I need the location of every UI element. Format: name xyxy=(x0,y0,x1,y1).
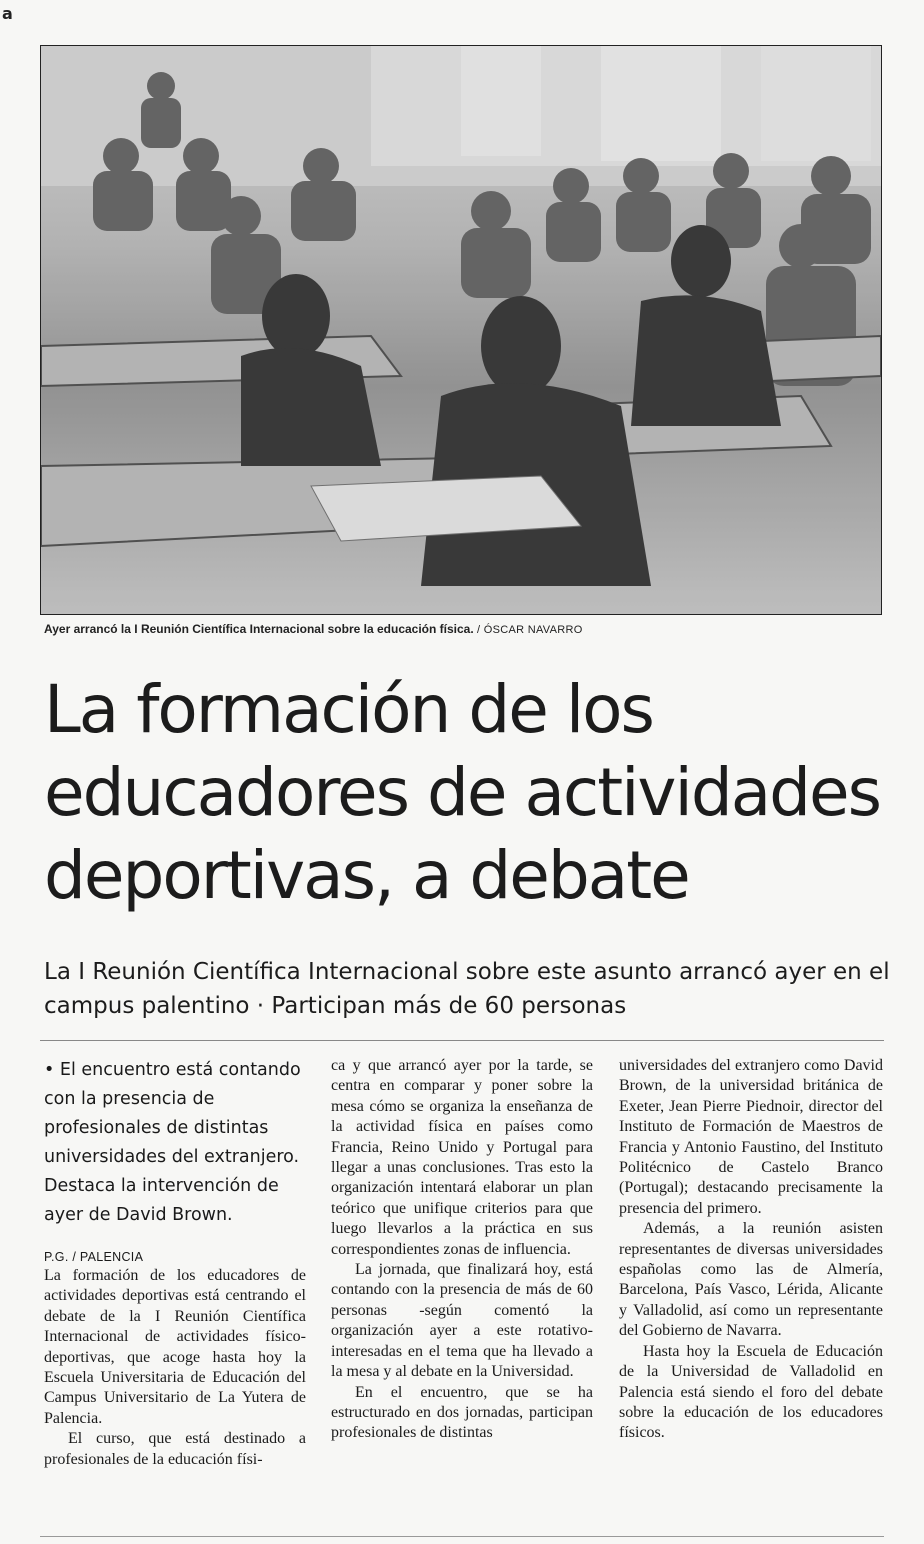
article-column-2 xyxy=(331,1056,593,1444)
paragraph: En el encuentro, que se ha estructurado en dos jornadas, participan profesionales de distintas xyxy=(331,1383,593,1442)
byline: P.G. / PALENCIA xyxy=(44,1250,144,1264)
photo-credit: / ÓSCAR NAVARRO xyxy=(477,624,583,636)
caption-text: Ayer arrancó la I Reunión Científica Internacional sobre la educación física. xyxy=(44,622,474,636)
paragraph: ca y que arrancó ayer por la tarde, se centra en comparar y poner sobre la mesa cómo se organiza la enseñanza de la actividad física en países como Francia, Reino Unido y Portugal para llegar a unas conclusiones. Tras esto la organización intentará elaborar un plan teórico que unifique criterios para que luego llevarlos a la práctica en sus correspondientes zonas de influencia. xyxy=(331,1057,593,1258)
bottom-rule xyxy=(40,1536,884,1537)
headline: La formación de los educadores de actividades deportivas, a debate xyxy=(44,671,881,914)
paragraph: universidades del extranjero como David Brown, de la universidad británica de Exeter, Jean Pierre Piednoir, director del Instituto de Formación de Maestros de Francia y Antonio Faustino, del Instituto Politécnico de Castelo Branco (Portugal); destacando precisamente la presencia del primero. xyxy=(619,1057,883,1217)
paragraph: Además, a la reunión asisten representantes de diversas universidades españolas como las de Almería, Barcelona, País Vasco, Lérida, Alicante y Valladolid, así como un representante del Gobierno de Navarra. xyxy=(619,1220,883,1340)
article-column-1 xyxy=(44,1056,306,1470)
section-rule xyxy=(40,1040,884,1041)
paragraph: El curso, que está destinado a profesionales de la educación físi- xyxy=(44,1430,306,1468)
paragraph: La jornada, que finalizará hoy, está contando con la presencia de más de 60 personas -según comentó la organización ayer a este rotativo- interesadas en el tema que ha llevado a la mesa y al debate en la Universidad. xyxy=(331,1261,593,1381)
classroom-photo xyxy=(40,45,882,615)
photo-caption xyxy=(44,622,884,636)
paragraph: Hasta hoy la Escuela de Educación de la Universidad de Valladolid en Palencia está siendo el foro del debate sobre la educación de los educadores físicos. xyxy=(619,1342,883,1442)
pull-quote: • El encuentro está contando con la presencia de profesionales de distintas universidades del extranjero. Destaca la intervención de ayer de David Brown. xyxy=(44,1060,301,1225)
corner-mark: a xyxy=(2,4,13,23)
paragraph: La formación de los educadores de actividades deportivas está centrando el debate de la I Reunión Científica Internacional de actividades físico-deportivas, que acoge hasta hoy la Escuela Universitaria de Educación del Campus Universitario de La Yutera de Palencia. xyxy=(44,1267,306,1427)
subheadline: La I Reunión Científica Internacional sobre este asunto arrancó ayer en el campus palentino · Participan más de 60 personas xyxy=(44,959,890,1019)
article-column-3 xyxy=(619,1056,883,1444)
